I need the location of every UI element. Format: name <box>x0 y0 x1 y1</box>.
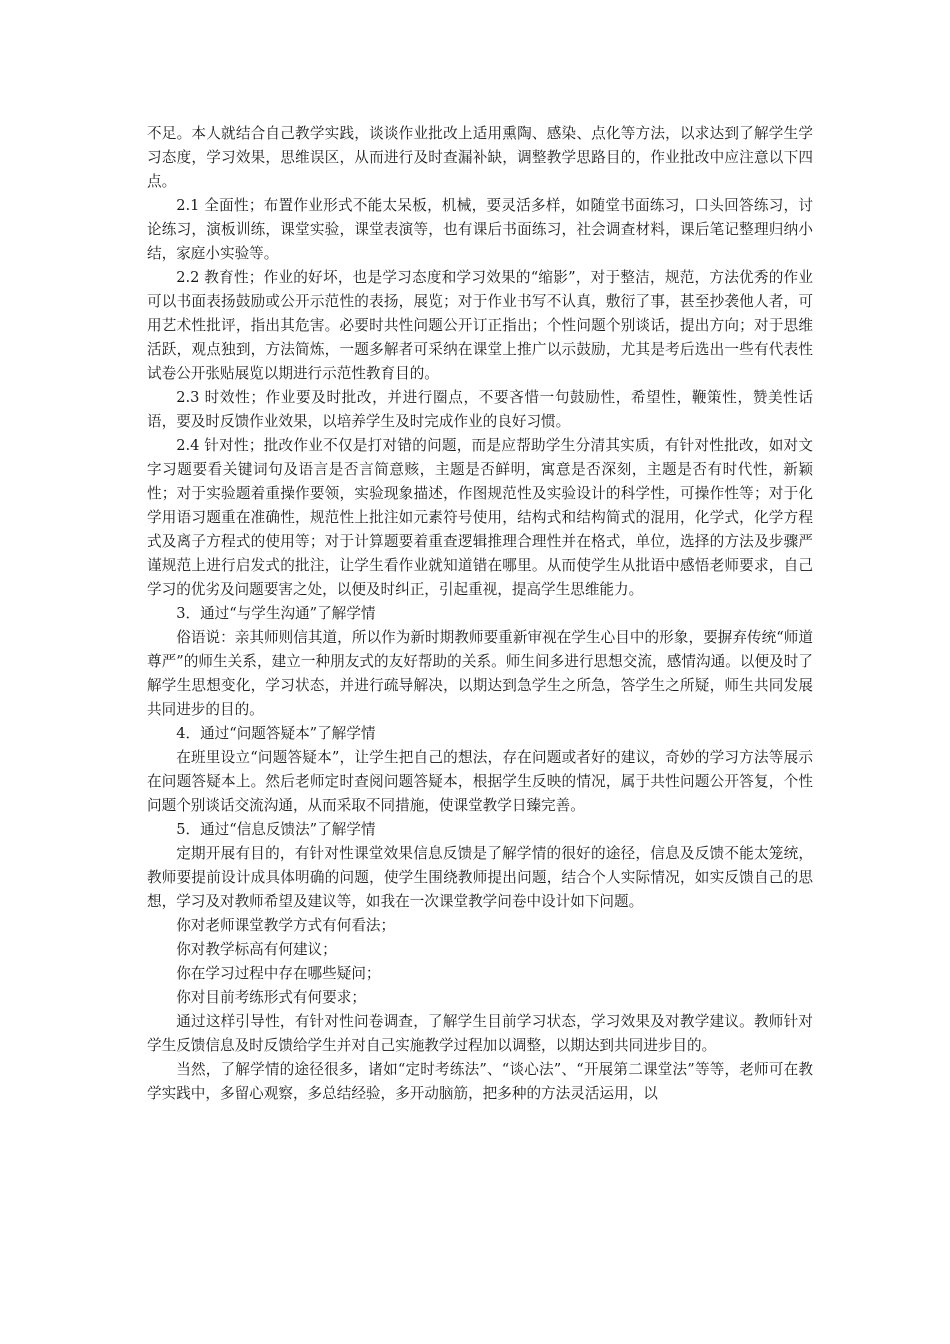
section-heading-5: 5．通过“信息反馈法”了解学情 <box>176 821 376 838</box>
question-item: 你对教学标高有何建议； <box>176 941 337 958</box>
paragraph-conclusion: 当然，了解学情的途径很多，诸如“定时考练法”、“谈心法”、“开展第二课堂法”等等，老师可在教学实践中，多留心观察，多总结经验，多开动脑筋，把多种的方法灵活运用，以 <box>147 1061 813 1102</box>
paragraph-survey-result: 通过这样引导性，有针对性问卷调查，了解学生目前学习状态，学习效果及对教学建议。教师针对学生反馈信息及时反馈给学生并对自己实施教学过程加以调整，以期达到共同进步目的。 <box>147 1013 813 1054</box>
question-item: 你对目前考练形式有何要求； <box>176 989 366 1006</box>
paragraph-intro: 不足。本人就结合自己教学实践，谈谈作业批改上适用熏陶、感染、点化等方法，以求达到了解学生学习态度，学习效果，思维误区，从而进行及时查漏补缺，调整教学思路目的，作业批改中应注意以下四点。 <box>147 125 813 190</box>
paragraph-timeliness: 2.3 时效性；作业要及时批改，并进行圈点，不要吝惜一句鼓励性，希望性，鞭策性，赞美性话语，要及时反馈作业效果，以培养学生及时完成作业的良好习惯。 <box>147 389 813 430</box>
question-item: 你在学习过程中存在哪些疑问； <box>176 965 381 982</box>
paragraph-communication: 俗语说：亲其师则信其道，所以作为新时期教师要重新审视在学生心目中的形象，要摒弃传统“师道尊严”的师生关系，建立一种朋友式的友好帮助的关系。师生间多进行思想交流，感情沟通。以便及时了解学生思想变化，学习状态，并进行疏导解决，以期达到急学生之所急，答学生之所疑，师生共同发展共同进步的目的。 <box>147 629 813 718</box>
paragraph-educational: 2.2 教育性；作业的好坏，也是学习态度和学习效果的“缩影”，对于整洁，规范，方法优秀的作业可以书面表扬鼓励或公开示范性的表扬，展览；对于作业书写不认真，敷衍了事，甚至抄袭他人者，可用艺术性批评，指出其危害。必要时共性问题公开订正指出；个性问题个别谈话，提出方向；对于思维活跃，观点独到，方法简炼，一题多解者可采纳在课堂上推广以示鼓励，尤其是考后选出一些有代表性试卷公开张贴展览以期进行示范性教育目的。 <box>147 269 813 382</box>
paragraph-pertinence: 2.4 针对性；批改作业不仅是打对错的问题，而是应帮助学生分清其实质，有针对性批改，如对文字习题要看关键词句及语言是否言简意赅，主题是否鲜明，寓意是否深刻，主题是否有时代性，新颖性；对于实验题着重操作要领，实验现象描述，作图规范性及实验设计的科学性，可操作性等；对于化学用语习题重在准确性，规范性上批注如元素符号使用，结构式和结构简式的混用，化学式，化学方程式及离子方程式的使用等；对于计算题要着重查逻辑推理合理性并在格式，单位，选择的方法及步骤严谨规范上进行启发式的批注，让学生看作业就知道错在哪里。从而使学生从批语中感悟老师要求，自己学习的优劣及问题要害之处，以便及时纠正，引起重视，提高学生思维能力。 <box>147 437 813 598</box>
document-body <box>147 122 813 1106</box>
paragraph-feedback: 定期开展有目的，有针对性课堂效果信息反馈是了解学情的很好的途径，信息及反馈不能太笼统，教师要提前设计成具体明确的问题，使学生围绕教师提出问题，结合个人实际情况，如实反馈自己的思想，学习及对教师希望及建议等，如我在一次课堂教学问卷中设计如下问题。 <box>147 845 813 910</box>
paragraph-comprehensiveness: 2.1 全面性；布置作业形式不能太呆板，机械，要灵活多样，如随堂书面练习，口头回答练习，讨论练习，演板训练，课堂实验，课堂表演等，也有课后书面练习，社会调查材料，课后笔记整理归纳小结，家庭小实验等。 <box>147 197 813 262</box>
section-heading-4: 4．通过“问题答疑本”了解学情 <box>176 725 376 742</box>
section-heading-3: 3．通过“与学生沟通”了解学情 <box>176 605 376 622</box>
paragraph-qa-notebook: 在班里设立“问题答疑本”，让学生把自己的想法，存在问题或者好的建议，奇妙的学习方法等展示在问题答疑本上。然后老师定时查阅问题答疑本，根据学生反映的情况，属于共性问题公开答复，个性问题个别谈话交流沟通，从而采取不同措施，使课堂教学日臻完善。 <box>147 749 813 814</box>
question-item: 你对老师课堂教学方式有何看法； <box>176 917 396 934</box>
